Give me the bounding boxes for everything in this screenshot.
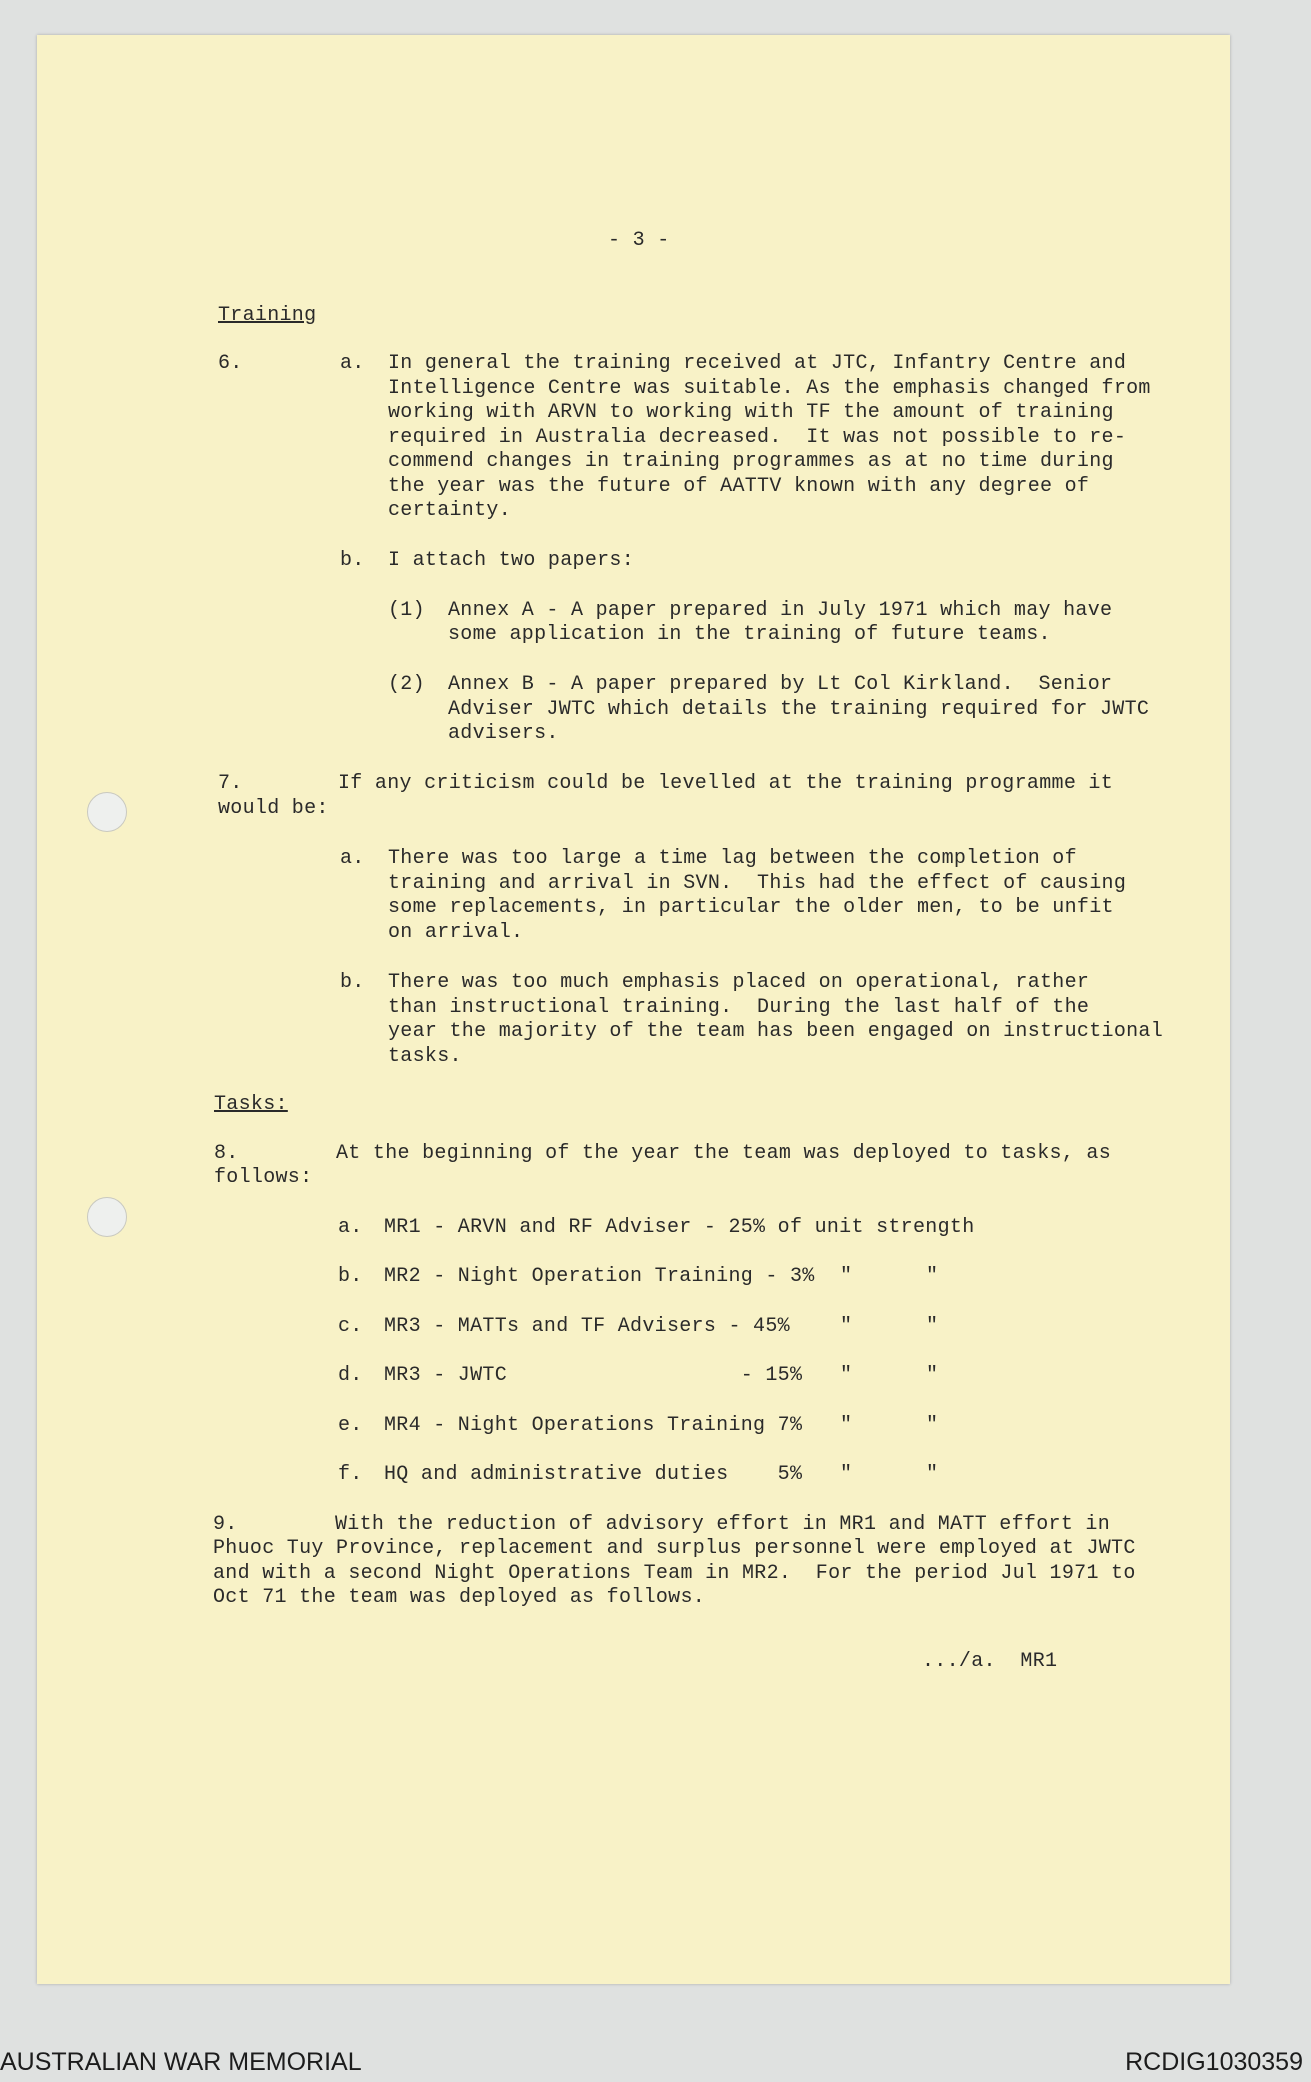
para-6b-text: I attach two papers: [388, 549, 635, 572]
para-6a-line: In general the training received at JTC, Infantry Centre and [388, 352, 1127, 375]
task-item-text: HQ and administrative duties 5% [384, 1463, 803, 1486]
para-8-continuation: follows: [214, 1166, 313, 1189]
para-6a-line: required in Australia decreased. It was not possible to re- [388, 426, 1127, 449]
para-6b1-line: Annex A - A paper prepared in July 1971 which may have [448, 599, 1113, 622]
para-7b-line: year the majority of the team has been engaged on instructional [388, 1020, 1164, 1043]
para-6a-line: the year was the future of AATTV known with any degree of [388, 475, 1090, 498]
para-7a-line: There was too large a time lag between the completion of [388, 847, 1077, 870]
tasks-heading: Tasks: [214, 1093, 288, 1116]
task-item-ditto: " [840, 1463, 853, 1486]
para-6b-label: b. [340, 549, 365, 572]
punch-hole-upper [87, 792, 127, 832]
task-item-label: a. [338, 1216, 363, 1239]
task-item-label: d. [338, 1364, 363, 1387]
training-heading: Training [218, 304, 317, 327]
para-7b-line: tasks. [388, 1045, 462, 1068]
archive-label: AUSTRALIAN WAR MEMORIAL [0, 2048, 362, 2076]
punch-hole-lower [87, 1197, 127, 1237]
para-9-first-line: With the reduction of advisory effort in MR1 and MATT effort in [335, 1513, 1111, 1536]
para-7-number: 7. [218, 772, 243, 795]
task-item-text: MR3 - JWTC - 15% [384, 1364, 803, 1387]
para-6a-line: Intelligence Centre was suitable. As the emphasis changed from [388, 377, 1151, 400]
para-9-line: Oct 71 the team was deployed as follows. [213, 1586, 706, 1609]
task-item-text: MR4 - Night Operations Training 7% [384, 1414, 803, 1437]
para-8-text: At the beginning of the year the team was deployed to tasks, as [336, 1142, 1112, 1165]
para-6-number: 6. [218, 352, 243, 375]
task-item-text: MR3 - MATTs and TF Advisers - 45% [384, 1315, 790, 1338]
task-item-label: b. [338, 1265, 363, 1288]
page-number: - 3 - [608, 229, 670, 252]
task-item-ditto: " [926, 1265, 939, 1288]
para-7a-line: on arrival. [388, 921, 524, 944]
task-item-ditto: " [840, 1364, 853, 1387]
para-7a-line: some replacements, in particular the older men, to be unfit [388, 896, 1114, 919]
task-item-text: MR1 - ARVN and RF Adviser - 25% of unit strength [384, 1216, 975, 1239]
para-7a-line: training and arrival in SVN. This had the effect of causing [388, 872, 1127, 895]
task-item-ditto: " [840, 1315, 853, 1338]
task-item-label: f. [338, 1463, 363, 1486]
para-7-text: If any criticism could be levelled at the training programme it [338, 772, 1114, 795]
task-item-label: c. [338, 1315, 363, 1338]
para-6b2-line: Adviser JWTC which details the training required for JWTC [448, 698, 1150, 721]
task-item-ditto: " [926, 1315, 939, 1338]
task-item-ditto: " [926, 1364, 939, 1387]
para-6a-line: working with ARVN to working with TF the amount of training [388, 401, 1114, 424]
para-6b2-number: (2) [388, 673, 425, 696]
task-item-label: e. [338, 1414, 363, 1437]
task-item-ditto: " [926, 1414, 939, 1437]
para-9-number: 9. [213, 1513, 238, 1536]
para-7b-line: There was too much emphasis placed on operational, rather [388, 971, 1090, 994]
para-9-line: Phuoc Tuy Province, replacement and surplus personnel were employed at JWTC [213, 1537, 1136, 1560]
task-item-ditto: " [840, 1414, 853, 1437]
para-6a-line: certainty. [388, 499, 512, 522]
para-6a-label: a. [340, 352, 365, 375]
para-7a-label: a. [340, 847, 365, 870]
para-9-line: and with a second Night Operations Team in MR2. For the period Jul 1971 to [213, 1562, 1136, 1585]
para-7b-label: b. [340, 971, 365, 994]
para-6b1-number: (1) [388, 599, 425, 622]
task-item-ditto: " [840, 1265, 853, 1288]
task-item-ditto: " [926, 1463, 939, 1486]
para-6b2-line: Annex B - A paper prepared by Lt Col Kirkland. Senior [448, 673, 1113, 696]
para-6a-line: commend changes in training programmes as at no time during [388, 450, 1114, 473]
task-item-text: MR2 - Night Operation Training - 3% [384, 1265, 815, 1288]
para-7b-line: than instructional training. During the last half of the [388, 996, 1090, 1019]
archive-record-id: RCDIG1030359 [1125, 2048, 1303, 2076]
para-7-continuation: would be: [218, 797, 329, 820]
para-8-number: 8. [214, 1142, 239, 1165]
para-6b2-line: advisers. [448, 722, 559, 745]
para-6b1-line: some application in the training of future teams. [448, 623, 1051, 646]
continuation-catchword: .../a. MR1 [922, 1650, 1058, 1673]
